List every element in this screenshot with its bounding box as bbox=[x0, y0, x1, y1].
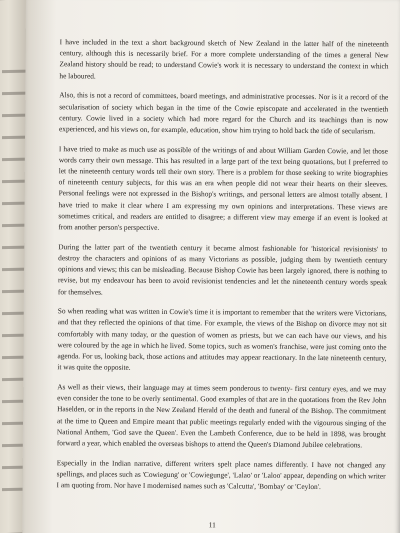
paragraph: I have included in the text a short background sketch of New Zealand in the latter half of the nineteenth century, although this is necessarily brief. For a more complete understanding of the times a general New Zealand history should be read; to understand Cowie's work it is necessary to understand the context in which he laboured. bbox=[59, 37, 389, 81]
paragraph: So when reading what was written in Cowie's time it is important to remember that the writers were Victorians, and that they reflected the opinions of that time. For example, the views of the Bishop on divorce may not sit comfortably with many today, or the question of women as priests, but we can each have our views, and his were coloured by the age in which he lived. Some topics, such as women's franchise, were just coming onto the agenda. For us, looking back, those actions and attitudes may appear reactionary. In the late nineteenth century, it was quite the opposite. bbox=[57, 306, 387, 373]
page-number: 11 bbox=[208, 520, 216, 530]
paragraph: During the latter part of the twentieth century it became almost fashionable for 'historical revisionists' to destroy the characters and opinions of as many Victorians as possible, judging them by twentieth century opinions and views; this can be misleading. Because Bishop Cowie has been largely ignored, there is nothing to revise, but my endeavour has been to avoid revisionist tendencies and let the nineteenth century words speak for themselves. bbox=[57, 241, 388, 297]
facing-page-text-fragment bbox=[2, 92, 28, 95]
facing-page-text-fragment bbox=[2, 70, 28, 73]
facing-page-text-fragment bbox=[2, 114, 28, 117]
paragraph: Especially in the Indian narrative, different writers spelt place names differently. I have not changed any spellings, and places such as 'Cowiegung' or 'Cowiegunge', 'Lalao' or 'Laloo' appear, depending on which writer I am quoting from. Nor have I modernised names such as 'Calcutta', 'Bombay' or 'Ceylon'. bbox=[56, 457, 386, 492]
page-body bbox=[56, 36, 388, 501]
paragraph: Also, this is not a record of committees, board meetings, and administrative processes. Nor is it a record of the secularisation of society which began in the time of the Cowie episcopate and accelerated in the twentieth century. Cowie lived in a society which had more regard for the Church and its teachings than is now experienced, and his views on, for example, education, show him trying to hold back the tide of secularism. bbox=[59, 90, 389, 136]
book-page bbox=[22, 0, 400, 533]
paragraph: I have tried to make as much use as possible of the writings of and about William Garden Cowie, and let those words carry their own message. This has resulted in a large part of the text being quotations, but I preferred to let the nineteenth century words tell their own story. There is a problem for those seeking to write biographies of nineteenth century subjects, for this was an era when people did not wear their hearts on their sleeves. Personal feelings were not expressed in the Bishop's writings, and personal letters are almost totally absent. I have tried to make it clear where I am expressing my own opinions and interpretations. These views are sometimes critical, and readers are entitled to disagree; a different view may emerge if an event is looked at from another person's perspective. bbox=[58, 143, 388, 232]
paragraph: As well as their views, their language may at times seem ponderous to twenty- first century eyes, and we may even consider the tone to be overly sentimental. Good examples of that are in the quotations from the Rev John Haselden, or in the reports in the New Zealand Herald of the death and funeral of the Bishop. The commitment at the time to Queen and Empire meant that public meetings regularly ended with the vigourous singing of the National Anthem, 'God save the Queen'. Even the Lambeth Conference, due to be held in 1898, was brought forward a year, which enabled the overseas bishops to attend the Queen's Diamond Jubilee celebrations. bbox=[56, 382, 387, 450]
